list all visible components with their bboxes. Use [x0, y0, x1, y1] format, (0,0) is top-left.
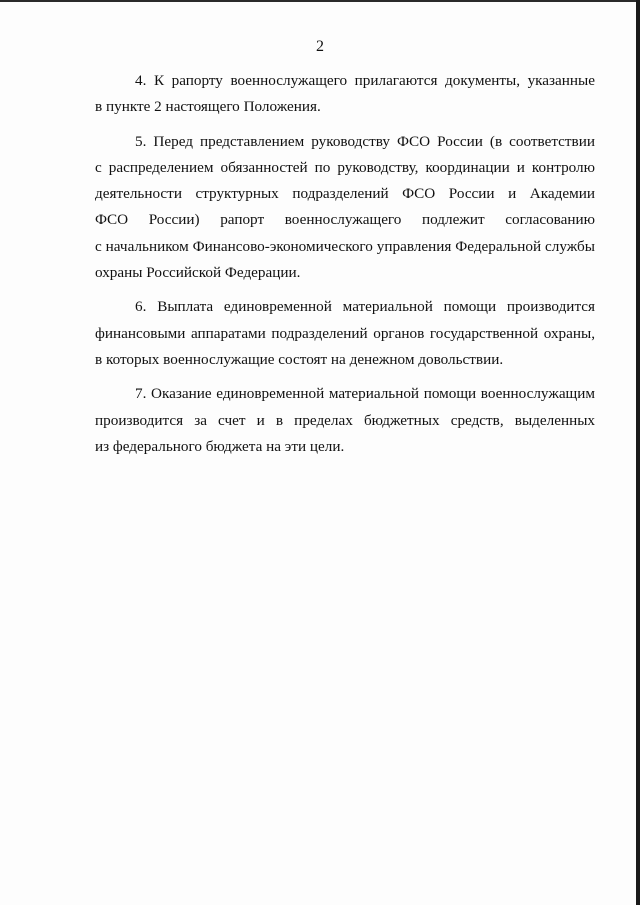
paragraph-line: в которых военнослужащие состоят на денежном довольствии. [95, 350, 504, 368]
paragraph-line: в пункте 2 настоящего Положения. [95, 98, 321, 116]
paragraph-line: с начальником Финансово-экономического управления Федеральной службы [95, 237, 595, 255]
paragraph-line: из федерального бюджета на эти цели. [95, 437, 345, 455]
paragraph-line: деятельности структурных подразделений ФСО России и Академии [95, 185, 595, 203]
paragraph-line: финансовыми аппаратами подразделений органов государственной охраны, [95, 324, 595, 342]
paragraph-line: с распределением обязанностей по руководству, координации и контролю [95, 158, 595, 176]
page-right-edge [636, 0, 640, 905]
paragraph-line: производится за счет и в пределах бюджетных средств, выделенных [95, 411, 595, 429]
document-body [95, 68, 595, 468]
page-top-edge [0, 0, 640, 2]
paragraph-6 [95, 294, 595, 373]
paragraph-line: 6. Выплата единовременной материальной помощи производится [135, 298, 595, 316]
page-number: 2 [316, 38, 324, 55]
paragraph-line: 5. Перед представлением руководству ФСО России (в соответствии [135, 132, 595, 150]
paragraph-line: ФСО России) рапорт военнослужащего подлежит согласованию [95, 211, 595, 229]
paragraph-line: 4. К рапорту военнослужащего прилагаются документы, указанные [135, 72, 595, 89]
paragraph-4 [95, 68, 595, 121]
paragraph-line: 7. Оказание единовременной материальной помощи военнослужащим [135, 385, 595, 403]
paragraph-7 [95, 381, 595, 460]
paragraph-line: охраны Российской Федерации. [95, 264, 301, 282]
paragraph-5 [95, 129, 595, 287]
